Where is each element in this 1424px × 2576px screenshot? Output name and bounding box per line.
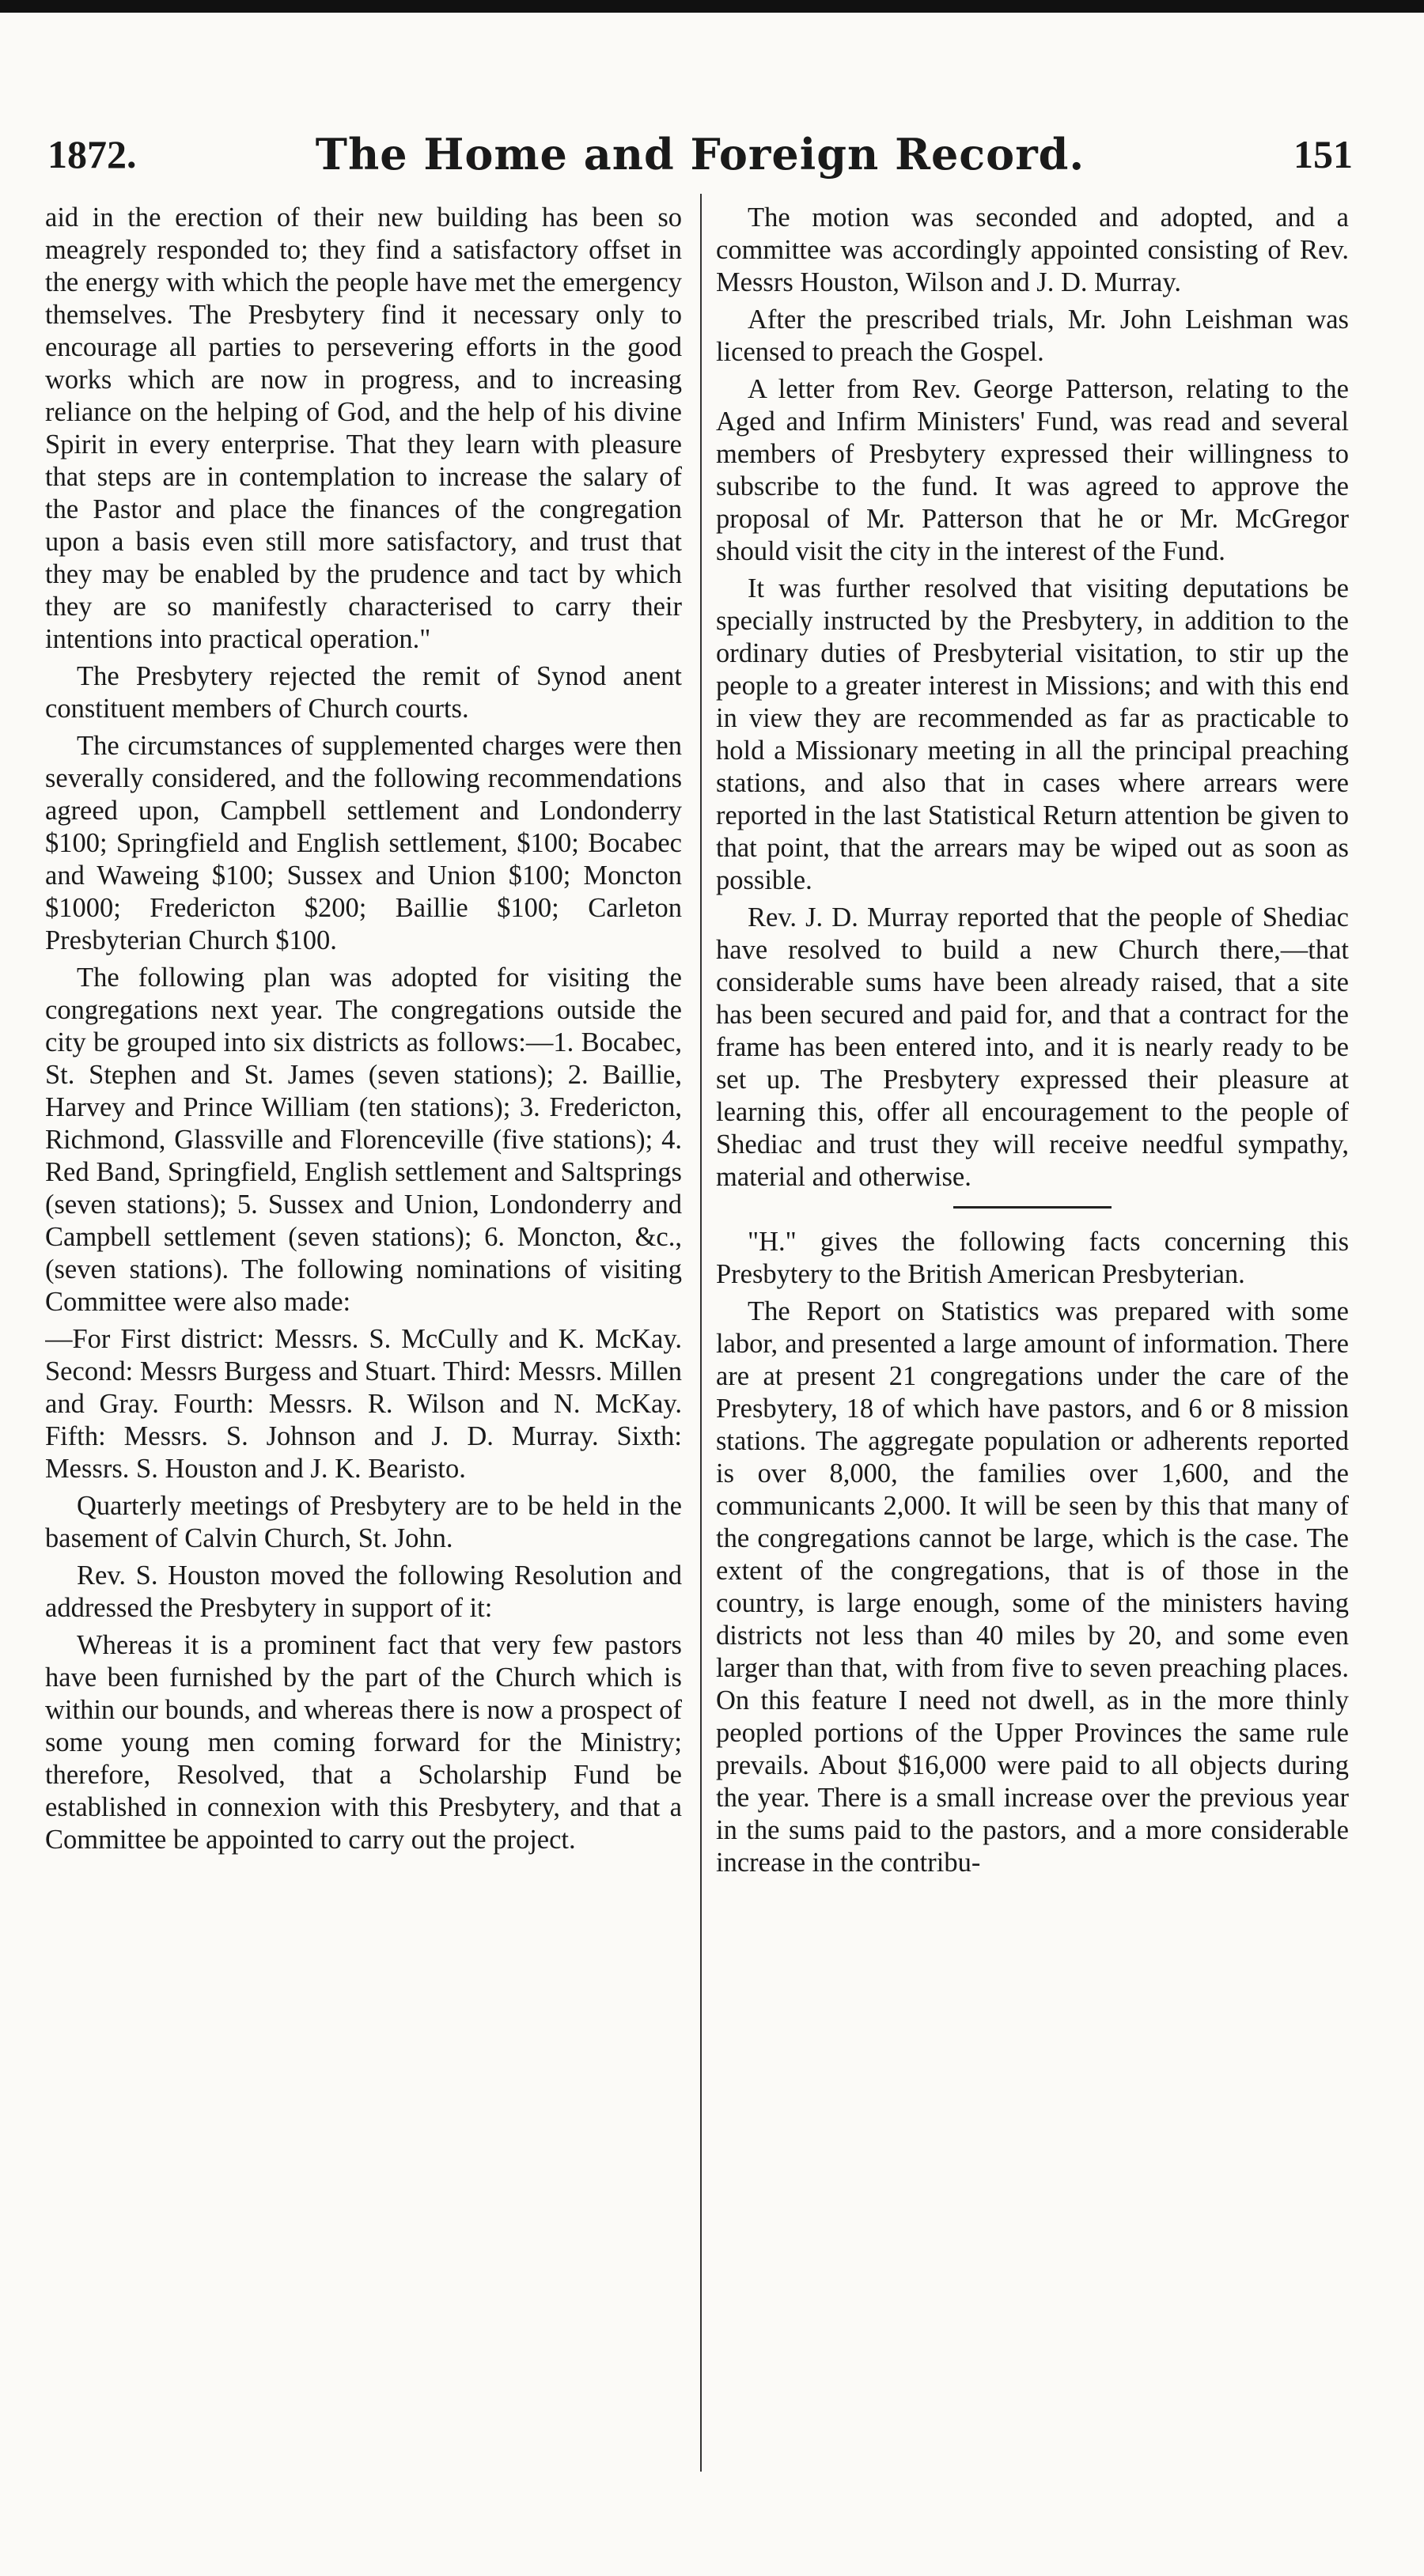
paragraph: "H." gives the following facts concerning this Presbytery to the British American Presbyterian.: [716, 1227, 1349, 1289]
paragraph: The Report on Statistics was prepared with some labor, and presented a large amount of information. There are at present 21 congregations under the care of the Presbytery, 18 of which have pastors, and 6 or 8 mission stations. The aggregate population or adherents reported is over 8,000, the families over 1,600, and the communicants 2,000. It will be seen by this that many of the congregations cannot be large, which is the case. The extent of the congregations, that is of those in the country, is large enough, some of the ministers having districts not less than 40 miles by 20, and some even larger than that, with from five to seven preaching places. On this feature I need not dwell, as in the more thinly peopled portions of the Upper Provinces the same rule prevails. About $16,000 were paid to all objects during the year. There is a small increase over the previous year in the sums paid to the pastors, and a more considerable increase in the contribu-: [716, 1296, 1349, 1878]
column-divider: [700, 194, 702, 2472]
page-header: [47, 119, 1353, 190]
header-page-number: 151: [1293, 132, 1353, 176]
paragraph: Rev. S. Houston moved the following Resolution and addressed the Presbytery in support of it:: [45, 1560, 682, 1623]
section-divider: [953, 1206, 1112, 1209]
paragraph: After the prescribed trials, Mr. John Leishman was licensed to preach the Gospel.: [716, 305, 1349, 367]
right-column: [716, 202, 1349, 2472]
paragraph: Whereas it is a prominent fact that very few pastors have been furnished by the part of the Church which is within our bounds, and whereas there is now a prospect of some young men coming forward for the Ministry; therefore, Resolved, that a Scholarship Fund be established in connexion with this Presbytery, and that a Committee be appointed to carry out the project.: [45, 1630, 682, 1855]
paragraph: Quarterly meetings of Presbytery are to be held in the basement of Calvin Church, St. John.: [45, 1491, 682, 1553]
paragraph: The following plan was adopted for visiting the congregations next year. The congregations outside the city be grouped into six districts as follows:—1. Bocabec, St. Stephen and St. James (seven stations); 2. Baillie, Harvey and Prince William (ten stations); 3. Fredericton, Richmond, Glassville and Florenceville (five stations); 4. Red Band, Springfield, English settlement and Saltsprings (seven stations); 5. Sussex and Union, Londonderry and Campbell settlement (seven stations); 6. Moncton, &c., (seven stations). The following nominations of visiting Committee were also made:: [45, 963, 682, 1317]
paragraph: aid in the erection of their new building has been so meagrely responded to; they find a satisfactory offset in the energy with which the people have met the emergency themselves. The Presbytery find it necessary only to encourage all parties to persevering efforts in the good works which are now in progress, and to increasing reliance on the helping of God, and the help of his divine Spirit in every enterprise. That they learn with pleasure that steps are in contemplation to increase the salary of the Pastor and place the finances of the congregation upon a basis even still more satisfactory, and trust that they may be enabled by the prudence and tact by which they are so manifestly characterised to carry their intentions into practical operation.": [45, 202, 682, 654]
top-edge-rule: [0, 0, 1424, 13]
paragraph: It was further resolved that visiting deputations be specially instructed by the Presbytery, in addition to the ordinary duties of Presbyterial visitation, to stir up the people to a greater interest in Missions; and with this end in view they are recommended as far as practicable to hold a Missionary meeting in all the principal preaching stations, and also that in cases where arrears were reported in the last Statistical Return attention be given to that point, that the arrears may be wiped out as soon as possible.: [716, 573, 1349, 895]
paragraph: A letter from Rev. George Patterson, relating to the Aged and Infirm Ministers' Fund, was read and several members of Presbytery expressed their willingness to subscribe to the fund. It was agreed to approve the proposal of Mr. Patterson that he or Mr. McGregor should visit the city in the interest of the Fund.: [716, 374, 1349, 566]
left-column: [45, 202, 682, 2472]
paragraph: The motion was seconded and adopted, and a committee was accordingly appointed consisting of Rev. Messrs Houston, Wilson and J. D. Murray.: [716, 202, 1349, 297]
header-title: The Home and Foreign Record.: [315, 129, 1085, 180]
paragraph: The Presbytery rejected the remit of Synod anent constituent members of Church courts.: [45, 661, 682, 724]
paragraph: —For First district: Messrs. S. McCully and K. McKay. Second: Messrs Burgess and Stuart. Third: Messrs. Millen and Gray. Fourth: Messrs. R. Wilson and N. McKay. Fifth: Messrs. S. Johnson and J. D. Murray. Sixth: Messrs. S. Houston and J. K. Bearisto.: [45, 1324, 682, 1484]
header-year: 1872.: [47, 132, 137, 176]
paragraph: The circumstances of supplemented charges were then severally considered, and the following recommendations agreed upon, Campbell settlement and Londonderry $100; Springfield and English settlement, $100; Bocabec and Waweing $100; Sussex and Union $100; Moncton $1000; Fredericton $200; Baillie $100; Carleton Presbyterian Church $100.: [45, 731, 682, 955]
paragraph: Rev. J. D. Murray reported that the people of Shediac have resolved to build a new Church there,—that considerable sums have been already raised, that a site has been secured and paid for, and that a contract for the frame has been entered into, and it is nearly ready to be set up. The Presbytery expressed their pleasure at learning this, offer all encouragement to the people of Shediac and trust they will receive needful sympathy, material and otherwise.: [716, 902, 1349, 1192]
